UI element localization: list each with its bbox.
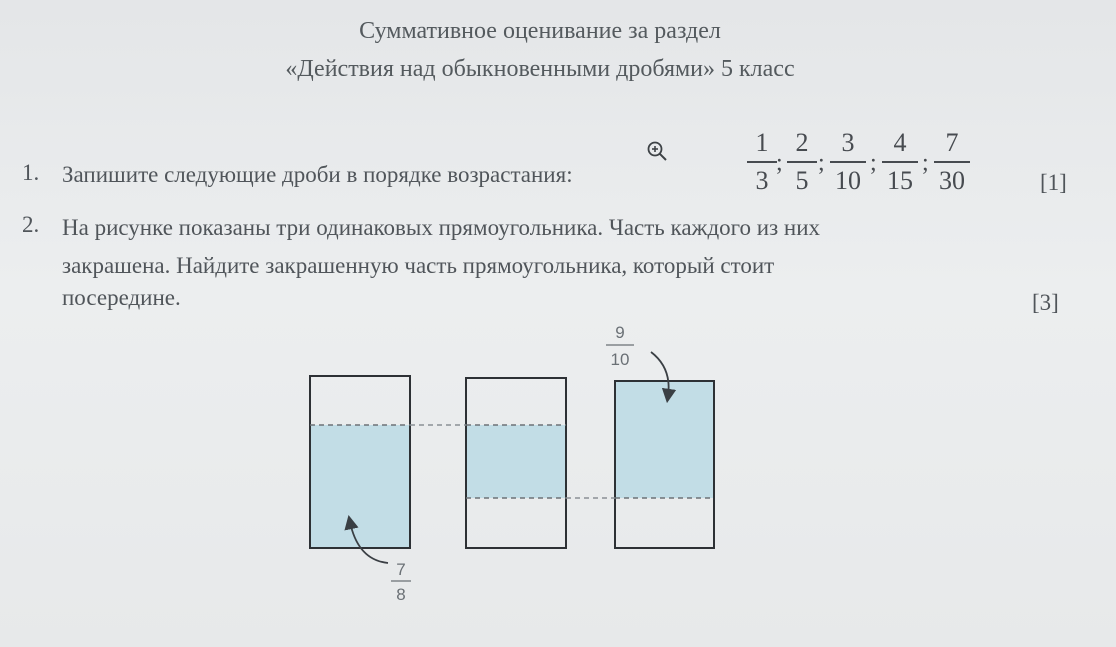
task1-mark: [1] bbox=[1040, 170, 1067, 195]
left-fraction-denominator: 8 bbox=[396, 585, 406, 604]
right-fraction-denominator: 10 bbox=[610, 350, 630, 369]
separator: ; bbox=[922, 150, 929, 176]
denominator: 3 bbox=[755, 166, 769, 195]
right-shaded-area bbox=[615, 381, 714, 498]
left-fraction-numerator: 7 bbox=[396, 560, 406, 579]
page-title-line-2: «Действия над обыкновенными дробями» 5 класс bbox=[285, 56, 795, 82]
denominator: 10 bbox=[835, 166, 861, 195]
task2-number: 2. bbox=[22, 212, 40, 237]
numerator: 7 bbox=[945, 128, 959, 157]
task1-text: Запишите следующие дроби в порядке возрастания: bbox=[62, 162, 573, 187]
numerator: 2 bbox=[795, 128, 809, 157]
left-shaded-area bbox=[310, 425, 410, 548]
task2-line-3: посередине. bbox=[62, 285, 181, 310]
right-fraction-numerator: 9 bbox=[615, 323, 625, 342]
middle-shaded-area bbox=[466, 425, 566, 498]
separator: ; bbox=[870, 150, 877, 176]
page-title-line-1: Суммативное оценивание за раздел bbox=[359, 18, 721, 44]
numerator: 3 bbox=[841, 128, 855, 157]
middle-rectangle bbox=[466, 378, 566, 548]
right-rectangle bbox=[615, 381, 714, 548]
separator: ; bbox=[818, 150, 825, 176]
task2-line-1: На рисунке показаны три одинаковых прямоугольника. Часть каждого из них bbox=[62, 215, 821, 240]
numerator: 1 bbox=[755, 128, 769, 157]
task2-line-2: закрашена. Найдите закрашенную часть прямоугольника, который стоит bbox=[62, 253, 775, 278]
denominator: 15 bbox=[887, 166, 913, 195]
denominator: 30 bbox=[939, 166, 965, 195]
left-rectangle bbox=[310, 376, 410, 548]
task1-number: 1. bbox=[22, 160, 40, 185]
numerator: 4 bbox=[893, 128, 907, 157]
denominator: 5 bbox=[795, 166, 809, 195]
task2-mark: [3] bbox=[1032, 290, 1059, 315]
separator: ; bbox=[776, 150, 783, 176]
